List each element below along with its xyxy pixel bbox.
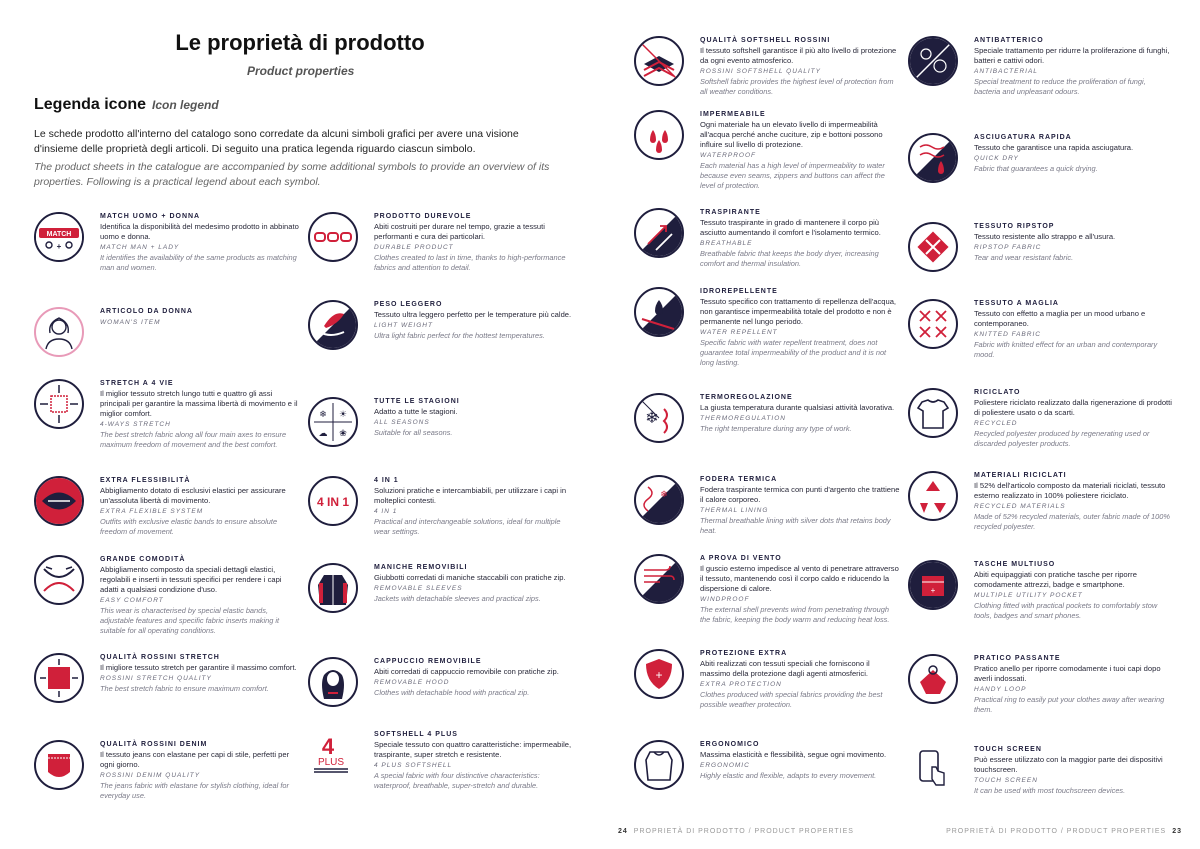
legend-item-title: STRETCH A 4 VIE: [100, 380, 174, 387]
legend-item-title-en: LIGHT WEIGHT: [374, 322, 433, 329]
legend-text: [974, 133, 1174, 174]
legend-item-description-en: Recycled polyester produced by regenerating used or discarded polyester products.: [974, 429, 1150, 448]
legend-item-title: TESSUTO A MAGLIA: [974, 300, 1059, 307]
legend-item-description-it: Abbigliamento dotato di esclusivi elastici per assicurare un'assoluta libertà di movimento.: [100, 486, 286, 505]
legend-text: [374, 300, 574, 341]
svg-text:4 IN 1: 4 IN 1: [316, 495, 350, 509]
intro-english: The product sheets in the catalogue are accompanied by some additional symbols to provide an overview of its properties. Following is a practical legend about each symbol.: [34, 161, 550, 188]
match-icon: [34, 212, 84, 262]
legend-item-title: PRATICO PASSANTE: [974, 655, 1061, 662]
legend-item-description-it: Pratico anello per riporre comodamente i tuoi capi dopo averli indossati.: [974, 664, 1161, 683]
legend-item-title: ERGONOMICO: [700, 741, 760, 748]
svg-text:❄: ❄: [660, 489, 668, 499]
legend-item-title: TUTTE LE STAGIONI: [374, 398, 460, 405]
waterproof-icon: [634, 110, 684, 160]
ripstop-icon: [908, 222, 958, 272]
legend-item-description-it: Il miglior tessuto stretch lungo tutti e quattro gli assi principali per garantire la massima libertà di movimento e il miglior comfort.: [100, 389, 298, 418]
legend-item-title-en: WATER REPELLENT: [700, 329, 778, 336]
legend-heading: Legenda icone Icon legend: [34, 96, 219, 113]
handy-loop-icon: [908, 654, 958, 704]
legend-item-title-en: EASY COMFORT: [100, 597, 164, 604]
legend-text: [974, 299, 1174, 360]
legend-text: [100, 555, 300, 636]
recycled-shirt-icon: [908, 388, 958, 438]
legend-item-description-it: Poliestere riciclato realizzato dalla rigenerazione di prodotti di poliestere usato o da scarti.: [974, 398, 1172, 417]
legend-item-title-en: ERGONOMIC: [700, 762, 750, 769]
four-plus-icon: [308, 730, 358, 780]
legend-item-title: TESSUTO RIPSTOP: [974, 223, 1055, 230]
legend-text: [374, 476, 574, 537]
breathable-icon: [634, 208, 684, 258]
legend-text: [700, 649, 900, 710]
svg-text:4: 4: [321, 734, 335, 759]
legend-item-title: IMPERMEABILE: [700, 111, 766, 118]
page-subtitle: Product properties: [247, 64, 355, 78]
seasons-icon: [308, 397, 358, 447]
legend-text: [374, 212, 574, 273]
legend-item-description-it: Tessuto ultra leggero perfetto per le temperature più calde.: [374, 310, 572, 319]
legend-item-title-en: ROSSINI STRETCH QUALITY: [100, 675, 212, 682]
legend-item-description-en: Special treatment to reduce the proliferation of fungi, bacteria and unpleasant odours.: [974, 77, 1146, 96]
legend-item-title: PROTEZIONE EXTRA: [700, 650, 788, 657]
legend-item-title: QUALITÀ SOFTSHELL ROSSINI: [700, 37, 831, 44]
legend-text: [374, 397, 574, 438]
legend-text: [374, 657, 574, 698]
legend-item-description-en: Clothes created to last in time, thanks to high-performance fabrics and attention to detail.: [374, 253, 566, 272]
legend-item-description-en: Tear and wear resistant fabric.: [974, 253, 1074, 262]
legend-item-title: MANICHE REMOVIBILI: [374, 564, 468, 571]
legend-item-description-en: Thermal breathable lining with silver dots that retains body heat.: [700, 516, 891, 535]
svg-text:+: +: [930, 586, 936, 595]
svg-text:PLUS: PLUS: [317, 757, 345, 768]
legend-item-title-en: 4-WAYS STRETCH: [100, 421, 171, 428]
legend-item-description-it: Tessuto che garantisce una rapida asciugatura.: [974, 143, 1134, 152]
touch-screen-icon: [908, 745, 958, 795]
legend-item-description-it: Tessuto con effetto a maglia per un mood urbano e contemporaneo.: [974, 309, 1146, 328]
legend-item-description-it: Il 52% dell'articolo composto da materiali riciclati, tessuto esterno realizzato in 100% poliestere riciclato.: [974, 481, 1166, 500]
legend-item-description-en: Specific fabric with water repellent treatment, does not guarantee total impermeability of the product and it is not long lasting.: [700, 338, 887, 367]
legend-text: [100, 307, 300, 328]
legend-item-description-it: Il tessuto jeans con elastane per capi di stile, perfetti per ogni giorno.: [100, 750, 290, 769]
legend-item-title-en: EXTRA PROTECTION: [700, 681, 782, 688]
legend-text: [100, 740, 300, 801]
legend-item-title-en: TOUCH SCREEN: [974, 777, 1038, 784]
legend-text: [700, 475, 900, 536]
flexible-icon: [34, 476, 84, 526]
legend-item-description-en: Clothes with detachable hood with practical zip.: [374, 688, 530, 697]
legend-item-title-en: RECYCLED MATERIALS: [974, 503, 1066, 510]
legend-text: [700, 110, 900, 191]
legend-item-title-en: RIPSTOP FABRIC: [974, 244, 1042, 251]
page-title: Le proprietà di prodotto: [175, 30, 425, 55]
feather-hand-icon: [308, 300, 358, 350]
legend-text: [974, 471, 1174, 532]
legend-item-description-en: Outfits with exclusive elastic bands to ensure absolute freedom of movement.: [100, 517, 278, 536]
legend-text: [100, 476, 300, 537]
legend-item-description-it: Speciale trattamento per ridurre la proliferazione di funghi, batteri e cattivi odori.: [974, 46, 1170, 65]
hood-icon: [308, 657, 358, 707]
knitted-icon: [908, 299, 958, 349]
legend-text: [974, 36, 1174, 97]
legend-item-title: GRANDE COMODITÀ: [100, 556, 186, 563]
chain-icon: [308, 212, 358, 262]
legend-item-description-en: Ultra light fabric perfect for the hottest temperatures.: [374, 331, 545, 340]
legend-item-description-it: La giusta temperatura durante qualsiasi attività lavorativa.: [700, 403, 895, 412]
legend-item-title-en: WINDPROOF: [700, 596, 750, 603]
legend-item-title: QUALITÀ ROSSINI STRETCH: [100, 654, 220, 661]
legend-item-title: PRODOTTO DUREVOLE: [374, 213, 472, 220]
legend-item-description-it: Adatto a tutte le stagioni.: [374, 407, 458, 416]
ergonomic-icon: [634, 740, 684, 790]
svg-text:☁: ☁: [318, 428, 328, 438]
water-repellent-icon: [634, 287, 684, 337]
svg-text:MATCH: MATCH: [46, 231, 72, 238]
legend-subheading: Icon legend: [152, 98, 219, 112]
thermo-icon: [634, 393, 684, 443]
legend-text: [700, 554, 900, 625]
legend-item-title: A PROVA DI VENTO: [700, 555, 782, 562]
page-number-left: 23: [1172, 828, 1182, 835]
legend-item-title: RICICLATO: [974, 389, 1021, 396]
legend-item-title: TRASPIRANTE: [700, 209, 761, 216]
legend-item-title-en: ALL SEASONS: [374, 419, 430, 426]
legend-item-title-en: HANDY LOOP: [974, 686, 1027, 693]
legend-item-description-it: Soluzioni pratiche e intercambiabili, per utilizzare i capi in molteplici contesti.: [374, 486, 567, 505]
woman-icon: [34, 307, 84, 357]
legend-item-description-en: It identifies the availability of the same products as matching man and women.: [100, 253, 297, 272]
legend-item-title-en: MULTIPLE UTILITY POCKET: [974, 592, 1083, 599]
legend-item-description-en: The best stretch fabric along all four main axes to ensure maximum freedom of movement and the best comfort.: [100, 430, 287, 449]
legend-item-title: TOUCH SCREEN: [974, 746, 1042, 753]
legend-item-description-it: Il migliore tessuto stretch per garantire il massimo comfort.: [100, 663, 297, 672]
legend-item-title: CAPPUCCIO REMOVIBILE: [374, 658, 482, 665]
quick-dry-icon: [908, 133, 958, 183]
footer-left: PROPRIETÀ DI PRODOTTO / PRODUCT PROPERTIES 23: [946, 828, 1182, 835]
legend-item-description-it: Abbigliamento composto da speciali dettagli elastici, regolabili e inserti in tessuti specifici per rendere i capi adatti a qualsiasi condizione d'uso.: [100, 565, 282, 594]
legend-item-title: PESO LEGGERO: [374, 301, 443, 308]
legend-item-title-en: BREATHABLE: [700, 240, 753, 247]
legend-item-description-en: It can be used with most touchscreen devices.: [974, 786, 1126, 795]
legend-text: [974, 654, 1174, 715]
legend-item-description-en: This wear is characterised by special elastic bands, adjustable features and specific fabric inserts making it suitable for all operating conditions.: [100, 606, 280, 635]
legend-item-title-en: QUICK DRY: [974, 155, 1019, 162]
legend-item-description-it: Giubbotti corredati di maniche staccabili con pratiche zip.: [374, 573, 566, 582]
legend-item-title: FODERA TERMICA: [700, 476, 778, 483]
legend-text: [700, 36, 900, 97]
legend-item-description-en: Softshell fabric provides the highest level of protection from all weather conditions.: [700, 77, 894, 96]
thermal-lining-icon: [634, 475, 684, 525]
legend-item-title: 4 IN 1: [374, 477, 399, 484]
legend-item-description-it: Il guscio esterno impedisce al vento di penetrare attraverso il tessuto, mantenendo così il corpo caldo e riducendo la dispersione di calore.: [700, 564, 899, 593]
legend-item-description-en: Each material has a high level of impermeability to water because even seams, zippers and buttons can affect the level of protection.: [700, 161, 885, 190]
legend-item-title: TASCHE MULTIUSO: [974, 561, 1056, 568]
legend-item-description-en: The best stretch fabric to ensure maximum comfort.: [100, 684, 269, 693]
svg-text:+: +: [655, 668, 663, 682]
legend-item-title: IDROREPELLENTE: [700, 288, 778, 295]
legend-item-title-en: KNITTED FABRIC: [974, 331, 1041, 338]
intro-italian: Le schede prodotto all'interno del catalogo sono corredate da alcuni simboli grafici per avere una visione d'insieme delle proprietà degli articoli. Di seguito una pratica legenda riguardo ciascun simbolo.: [34, 128, 519, 155]
recycle-icon: [908, 471, 958, 521]
legend-item-title: ANTIBATTERICO: [974, 37, 1044, 44]
legend-item-description-en: Suitable for all seasons.: [374, 428, 453, 437]
legend-item-description-en: Fabric that guarantees a quick drying.: [974, 164, 1098, 173]
legend-item-description-it: Tessuto resistente allo strappo e all'usura.: [974, 232, 1116, 241]
legend-text: [700, 393, 900, 434]
rossini-stretch-icon: [34, 653, 84, 703]
legend-text: [374, 563, 574, 604]
legend-text: [974, 222, 1174, 263]
pockets-icon: [908, 560, 958, 610]
legend-item-title-en: MATCH MAN + LADY: [100, 244, 180, 251]
legend-item-title-en: ANTIBACTERIAL: [974, 68, 1038, 75]
legend-item-title-en: WOMAN'S ITEM: [100, 319, 161, 326]
svg-text:+: +: [56, 242, 62, 251]
legend-item-title-en: DURABLE PRODUCT: [374, 244, 454, 251]
legend-text: [700, 208, 900, 269]
legend-item-title-en: RECYCLED: [974, 420, 1018, 427]
legend-text: [974, 388, 1174, 449]
svg-text:❄: ❄: [319, 409, 327, 419]
legend-item-title-en: 4 IN 1: [374, 508, 398, 515]
legend-item-description-it: Abiti corredati di cappuccio removibile con pratiche zip.: [374, 667, 559, 676]
legend-item-description-en: Jackets with detachable sleeves and practical zips.: [374, 594, 541, 603]
comfort-icon: [34, 555, 84, 605]
legend-item-title: SOFTSHELL 4 PLUS: [374, 731, 458, 738]
legend-item-title-en: 4 PLUS SOFTSHELL: [374, 762, 453, 769]
legend-text: [700, 287, 900, 368]
legend-item-description-en: The jeans fabric with elastane for stylish clothing, ideal for everyday use.: [100, 781, 289, 800]
shield-icon: [634, 649, 684, 699]
legend-text: [974, 745, 1174, 796]
jacket-icon: [308, 563, 358, 613]
legend-item-title-en: EXTRA FLEXIBLE SYSTEM: [100, 508, 204, 515]
legend-item-description-en: Made of 52% recycled materials, outer fabric made of 100% recycled polyester.: [974, 512, 1170, 531]
legend-text: [100, 379, 300, 450]
legend-item-description-en: Fabric with knitted effect for an urban and contemporary mood.: [974, 340, 1158, 359]
svg-text:☀: ☀: [338, 409, 348, 419]
legend-item-title-en: REMOVABLE HOOD: [374, 679, 450, 686]
legend-item-description-en: A special fabric with four distinctive characteristics: waterproof, breathable, super-stretch and durable.: [374, 771, 540, 790]
legend-item-title: ARTICOLO DA DONNA: [100, 308, 193, 315]
legend-item-description-en: Clothes produced with special fabrics providing the best possible weather protection.: [700, 690, 883, 709]
svg-text:❄: ❄: [645, 410, 659, 427]
legend-item-description-en: The external shell prevents wind from penetrating through the fabric, keeping the body warm and reducing heat loss.: [700, 605, 890, 624]
legend-text: [100, 653, 300, 694]
svg-text:❀: ❀: [339, 428, 347, 438]
legend-item-description-it: Speciale tessuto con quattro caratteristiche: impermeabile, traspirante, super stretch e resistente.: [374, 740, 572, 759]
legend-item-description-it: Può essere utilizzato con la maggior parte dei dispositivi touchscreen.: [974, 755, 1163, 774]
legend-item-description-it: Abiti costruiti per durare nel tempo, grazie a tessuti performanti e cura dei particolari.: [374, 222, 545, 241]
windproof-icon: [634, 554, 684, 604]
footer-right: 24 PROPRIETÀ DI PRODOTTO / PRODUCT PROPERTIES: [618, 828, 854, 835]
legend-item-title: MATCH UOMO + DONNA: [100, 213, 201, 220]
legend-item-description-en: Highly elastic and flexible, adapts to every movement.: [700, 771, 877, 780]
legend-item-description-it: Abiti equipaggiati con pratiche tasche per riporre comodamente attrezzi, badge e smartphone.: [974, 570, 1137, 589]
legend-item-description-it: Massima elasticità e flessibilità, segue ogni movimento.: [700, 750, 887, 759]
legend-item-description-it: Tessuto traspirante in grado di mantenere il corpo più asciutto aumentando il comfort e l'isolamento termico.: [700, 218, 881, 237]
antibacterial-icon: [908, 36, 958, 86]
legend-item-title-en: ROSSINI SOFTSHELL QUALITY: [700, 68, 821, 75]
legend-item-description-it: Abiti realizzati con tessuti speciali che forniscono il massimo della protezione dagli agenti atmosferici.: [700, 659, 870, 678]
legend-item-description-it: Identifica la disponibilità del medesimo prodotto in abbinato uomo e donna.: [100, 222, 299, 241]
legend-item-description-it: Tessuto specifico con trattamento di repellenza dell'acqua, non garantisce impermeabilità totale del prodotto e non è permanente nel lungo periodo.: [700, 297, 897, 326]
four-in-one-icon: [308, 476, 358, 526]
denim-icon: [34, 740, 84, 790]
legend-text: [100, 212, 300, 273]
softshell-icon: [634, 36, 684, 86]
legend-item-title-en: ROSSINI DENIM QUALITY: [100, 772, 201, 779]
legend-item-title: ASCIUGATURA RAPIDA: [974, 134, 1072, 141]
legend-item-description-en: Clothing fitted with practical pockets to comfortably stow tools, badges and smart phones.: [974, 601, 1158, 620]
legend-item-title-en: THERMOREGULATION: [700, 415, 786, 422]
legend-text: [974, 560, 1174, 621]
legend-item-description-en: The right temperature during any type of work.: [700, 424, 852, 433]
legend-item-title: MATERIALI RICICLATI: [974, 472, 1067, 479]
legend-item-title: TERMOREGOLAZIONE: [700, 394, 793, 401]
legend-item-title-en: REMOVABLE SLEEVES: [374, 585, 463, 592]
page-number-right: 24: [618, 828, 628, 835]
stretch-icon: [34, 379, 84, 429]
legend-item-title-en: WATERPROOF: [700, 152, 756, 159]
legend-item-description-en: Practical and interchangeable solutions, ideal for multiple wear settings.: [374, 517, 561, 536]
legend-item-title-en: THERMAL LINING: [700, 507, 769, 514]
legend-item-title: EXTRA FLESSIBILITÀ: [100, 477, 191, 484]
legend-text: [374, 730, 574, 791]
legend-item-description-en: Breathable fabric that keeps the body dryer, increasing comfort and thermal insulation.: [700, 249, 879, 268]
legend-item-description-it: Il tessuto softshell garantisce il più alto livello di protezione da ogni evento atmosferico.: [700, 46, 897, 65]
legend-item-description-en: Practical ring to easily put your clothes away after wearing them.: [974, 695, 1165, 714]
legend-item-description-it: Ogni materiale ha un elevato livello di impermeabilità all'acqua perché anche cuciture, zip e bottoni possono influire sul livello di protezione.: [700, 120, 883, 149]
legend-item-title: QUALITÀ ROSSINI DENIM: [100, 741, 208, 748]
legend-item-description-it: Fodera traspirante termica con punti d'argento che trattiene il calore corporeo.: [700, 485, 900, 504]
legend-text: [700, 740, 900, 781]
